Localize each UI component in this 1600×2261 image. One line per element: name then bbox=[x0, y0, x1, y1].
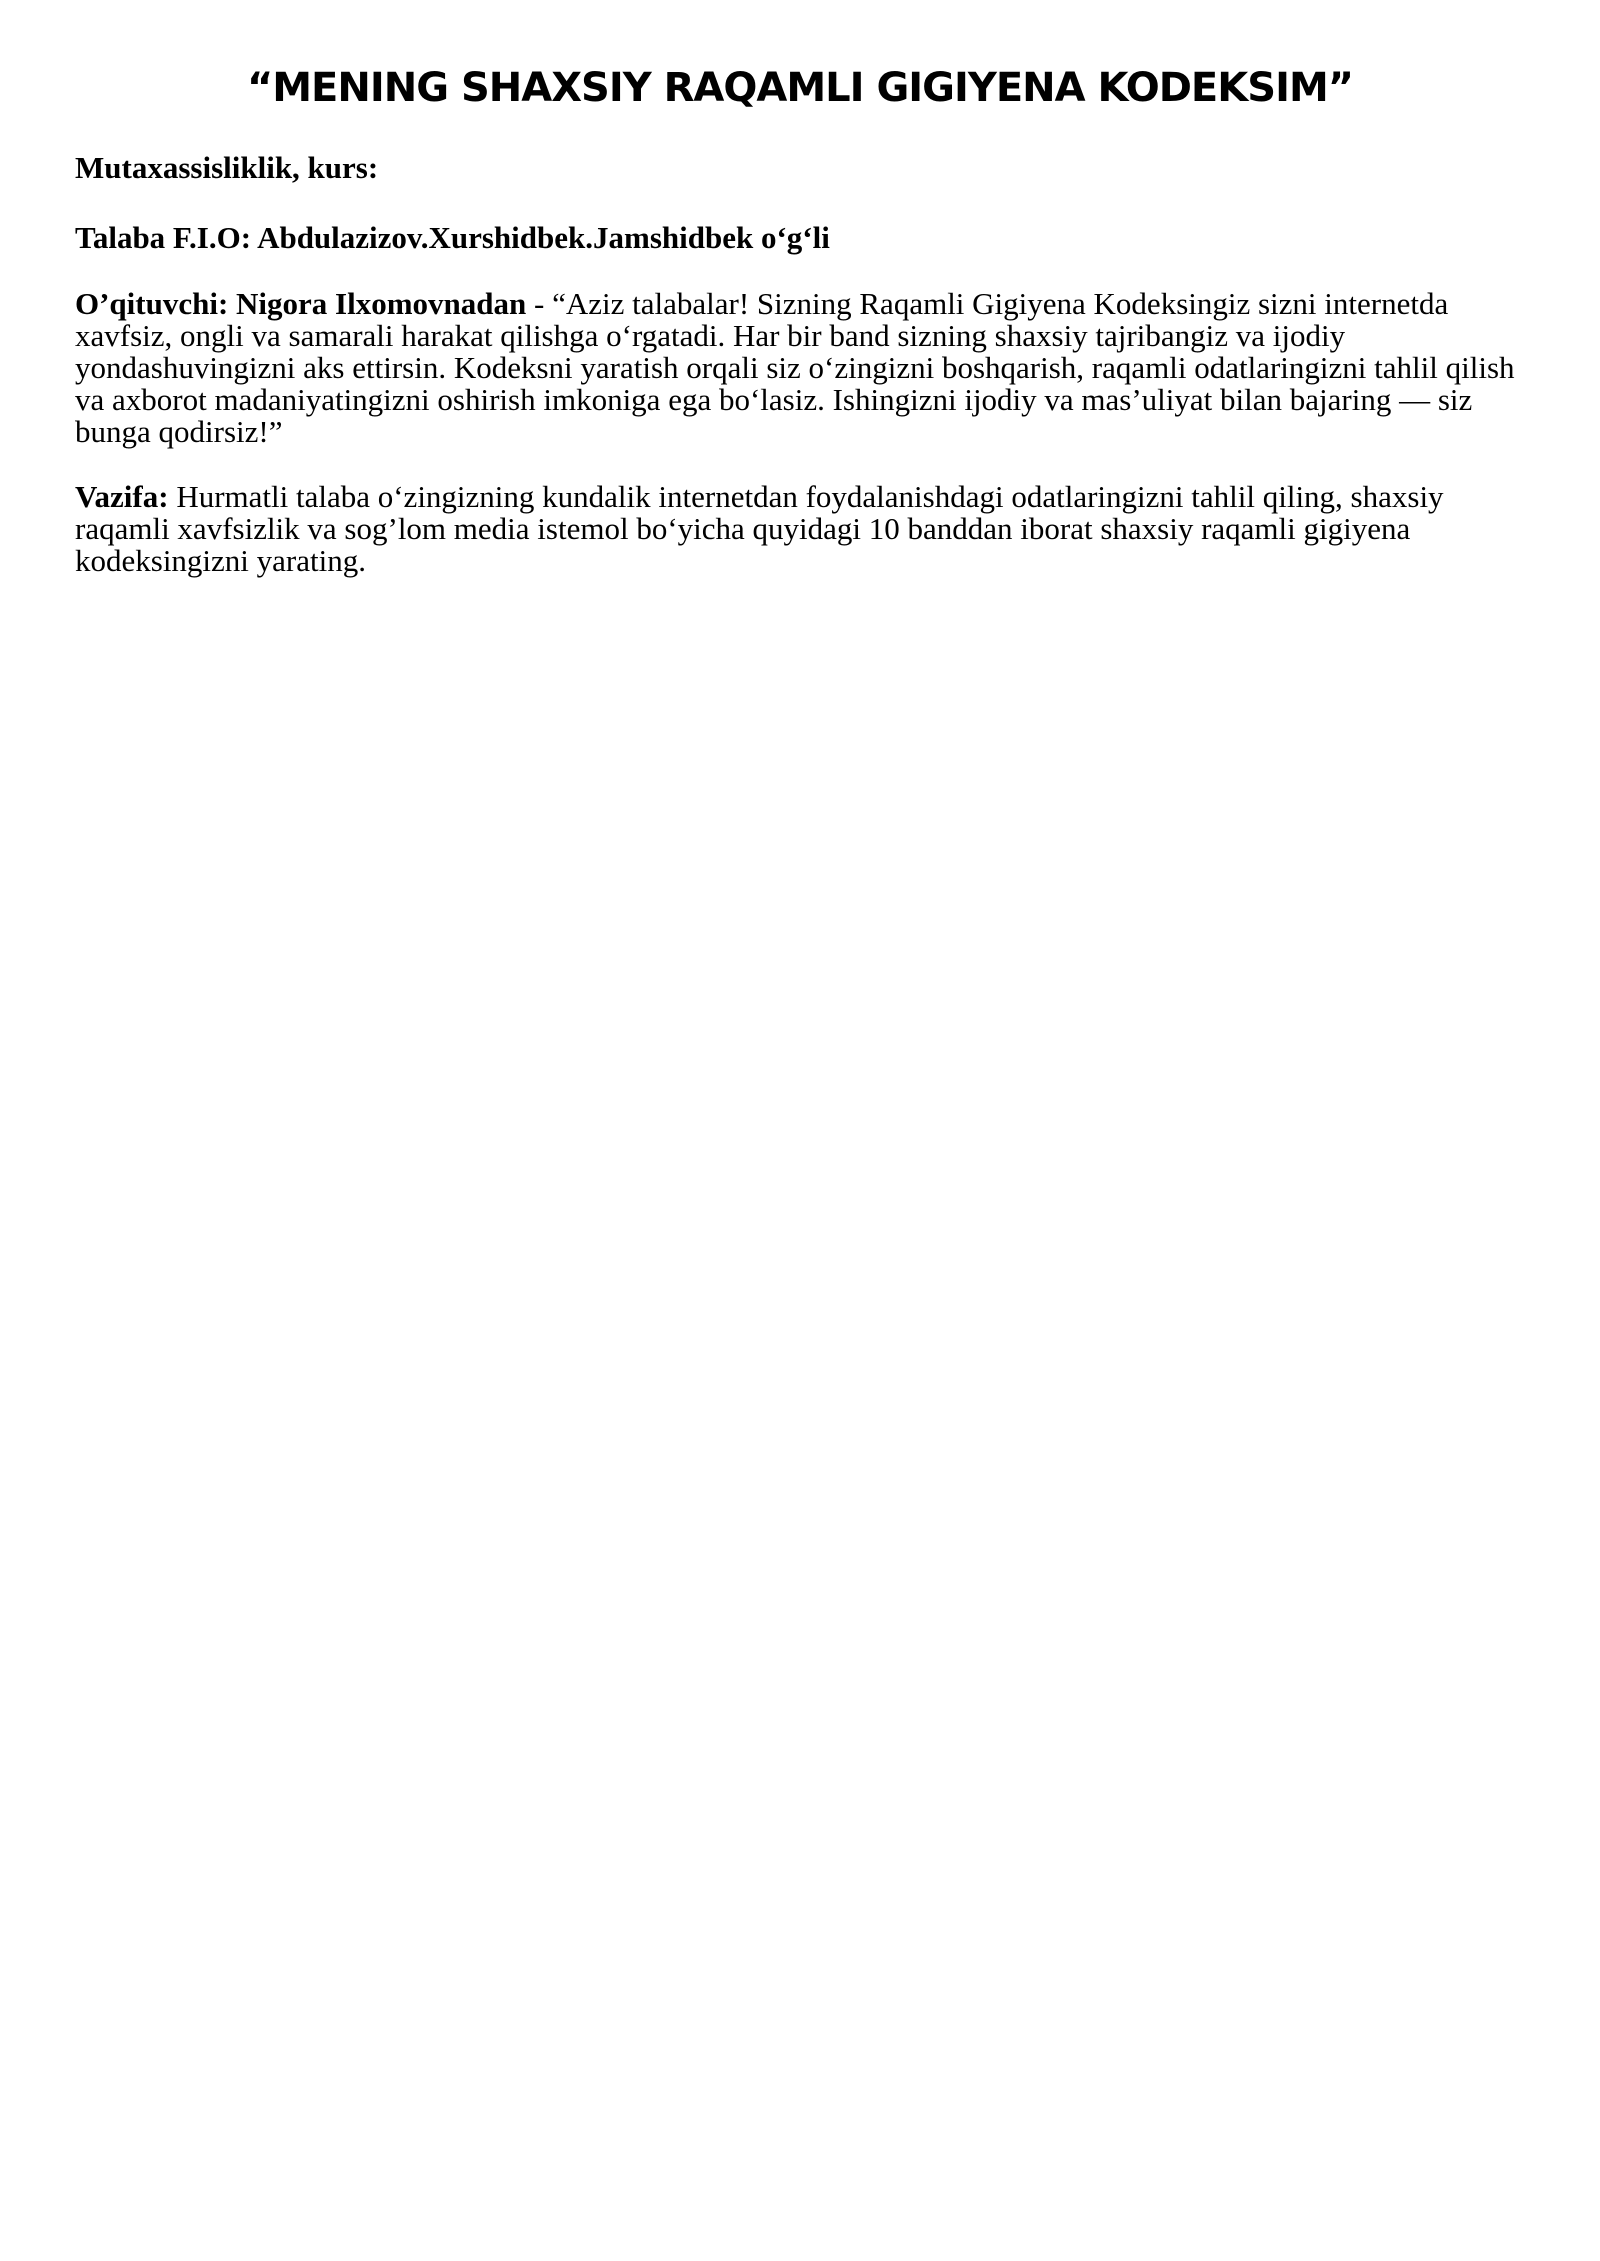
task-paragraph bbox=[75, 481, 1535, 577]
task-text: Hurmatli talaba o‘zingizning kundalik internetdan foydalanishdagi odatlaringizni tahlil qiling, shaxsiy raqamli xavfsizlik va sog’lom media istemol bo‘yicha quyidagi 10 banddan iborat shaxsiy raqamli gigiyena kodeksingizni yarating. bbox=[75, 479, 1444, 578]
teacher-message-text: - “Aziz talabalar! Sizning Raqamli Gigiyena Kodeksingiz sizni internetda xavfsiz, ongli va samarali harakat qilishga o‘rgatadi. Har bir band sizning shaxsiy tajribangiz va ijodiy yondashuvingizni aks ettirsin. Kodeksni yaratish orqali siz o‘zingizni boshqarish, raqamli odatlaringizni tahlil qilish va axborot madaniyatingizni oshirish imkoniga ega bo‘lasiz. Ishingizni ijodiy va mas’uliyat bilan bajaring — siz bunga qodirsiz!” bbox=[75, 286, 1515, 449]
teacher-message-paragraph bbox=[75, 288, 1535, 448]
student-name-line: Talaba F.I.O: Abdulazizov.Xurshidbek.Jamshidbek o‘g‘li bbox=[75, 220, 830, 255]
specialty-course-label: Mutaxassisliklik, kurs: bbox=[75, 150, 379, 185]
document-title: “MENING SHAXSIY RAQAMLI GIGIYENA KODEKSIM” bbox=[246, 65, 1354, 111]
task-label: Vazifa: bbox=[75, 479, 169, 514]
teacher-label: O’qituvchi: Nigora Ilxomovnadan bbox=[75, 286, 527, 321]
